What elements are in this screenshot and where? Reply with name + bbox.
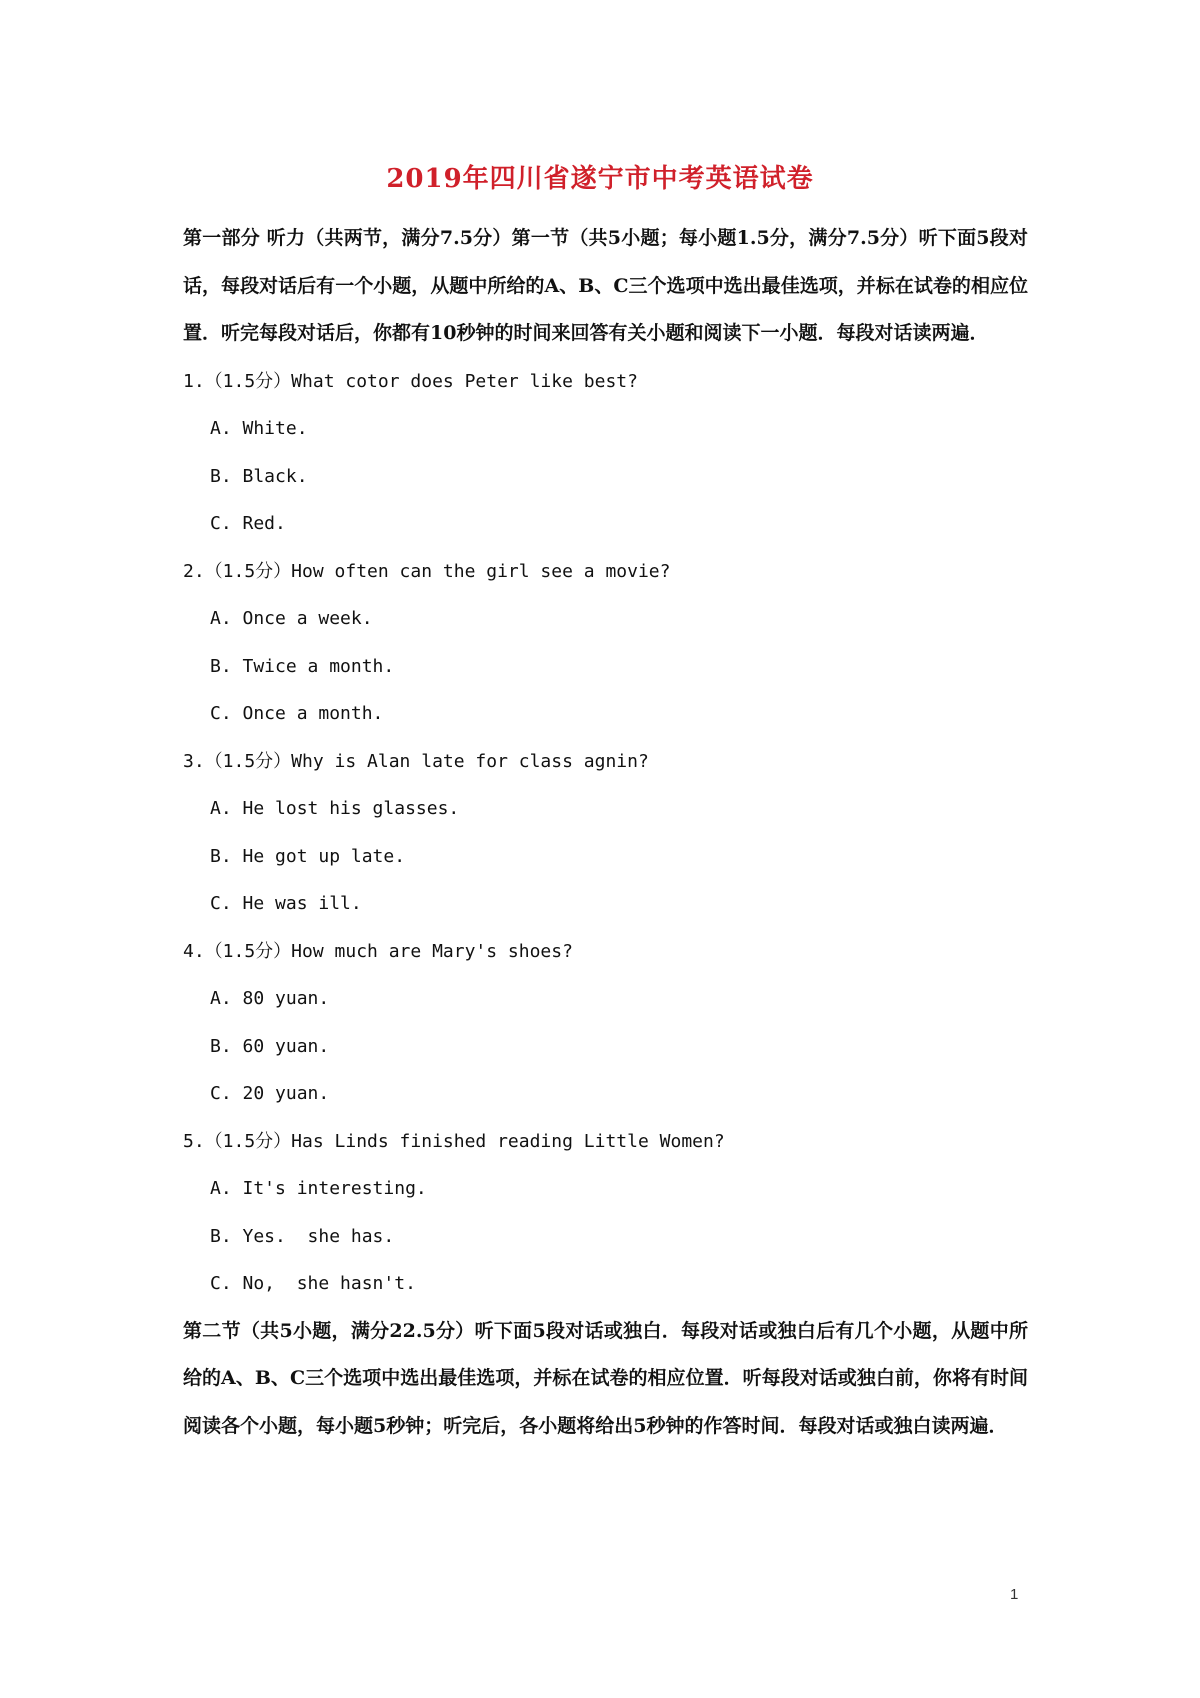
question-3-option-c: C. He was ill.	[210, 893, 362, 914]
question-2-option-c: C. Once a month.	[210, 703, 384, 724]
question-3-stem: 3.（1.5分）Why is Alan late for class agnin?	[183, 750, 649, 772]
question-4	[183, 928, 1028, 1118]
question-2-stem: 2.（1.5分）How often can the girl see a movie?	[183, 560, 671, 582]
section1-intro: 第一部分 听力（共两节，满分7.5分）第一节（共5小题；每小题1.5分，满分7.5分）听下面5段对话，每段对话后有一个小题，从题中所给的A、B、C三个选项中选出最佳选项，并标在试卷的相应位置．听完每段对话后，你都有10秒钟的时间来回答有关小题和阅读下一小题．每段对话读两遍．	[183, 227, 1028, 344]
question-1	[183, 358, 1028, 548]
question-5-stem: 5.（1.5分）Has Linds finished reading Little Women?	[183, 1130, 725, 1152]
question-4-stem: 4.（1.5分）How much are Mary's shoes?	[183, 940, 573, 962]
question-3	[183, 738, 1028, 928]
question-1-option-b: B. Black.	[210, 465, 308, 487]
question-3-option-b: B. He got up late.	[210, 845, 406, 867]
question-4-option-a: A. 80 yuan.	[210, 988, 330, 1009]
section2-intro: 第二节（共5小题，满分22.5分）听下面5段对话或独白．每段对话或独白后有几个小题，从题中所给的A、B、C三个选项中选出最佳选项，并标在试卷的相应位置．听每段对话或独白前，你将有时间阅读各个小题，每小题5秒钟；听完后，各小题将给出5秒钟的作答时间．每段对话或独白读两遍．	[183, 1319, 1028, 1437]
question-1-stem: 1.（1.5分）What cotor does Peter like best?	[183, 370, 638, 392]
question-1-option-c: C. Red.	[210, 513, 286, 534]
question-2-option-a: A. Once a week.	[210, 608, 373, 629]
page-number: 1	[1010, 1586, 1019, 1603]
question-2-option-b: B. Twice a month.	[210, 655, 395, 677]
question-5-option-a: A. It's interesting.	[210, 1178, 427, 1199]
question-5	[183, 1118, 1028, 1308]
document-body	[183, 215, 1028, 1450]
question-2	[183, 548, 1028, 738]
question-1-option-a: A. White.	[210, 418, 308, 439]
question-3-option-a: A. He lost his glasses.	[210, 798, 460, 819]
question-5-option-c: C. No, she hasn't.	[210, 1273, 416, 1294]
question-5-option-b: B. Yes. she has.	[210, 1225, 395, 1247]
question-4-option-b: B. 60 yuan.	[210, 1035, 330, 1057]
question-4-option-c: C. 20 yuan.	[210, 1083, 330, 1104]
document-title: 2019年四川省遂宁市中考英语试卷	[386, 164, 814, 194]
